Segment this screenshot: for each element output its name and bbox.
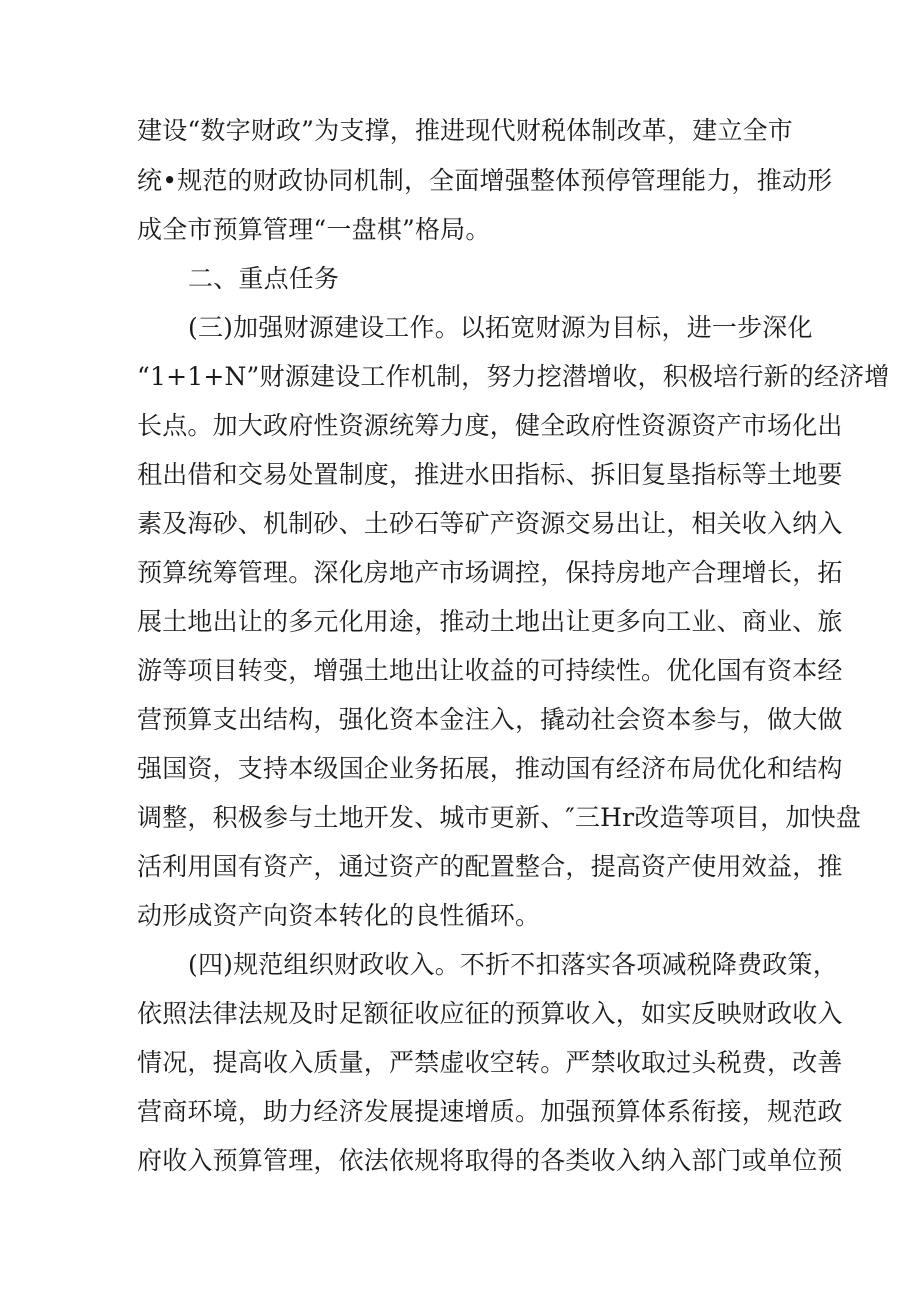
paragraph-line: 统•规范的财政协同机制，全面增强整体预停管理能力，推动形 <box>137 166 833 195</box>
paragraph-line: 展土地出让的多元化用途，推动土地出让更多向工业、商业、旅 <box>137 607 843 636</box>
paragraph-line: 营预算支出结构，强化资本金注入，撬动社会资本参与，做大做 <box>137 705 843 734</box>
paragraph-line: 府收入预算管理，依法依规将取得的各类收入纳入部门或单位预 <box>137 1146 843 1175</box>
subsection-heading-line: (四)规范组织财政收入。不折不扣落实各项减税降费政策， <box>188 950 838 979</box>
paragraph-line: 租出借和交易处置制度，推进水田指标、拆旧复垦指标等土地要 <box>137 460 843 489</box>
paragraph-line: 动形成资产向资本转化的良性循环。 <box>137 901 541 930</box>
paragraph-line: 强国资，支持本级国企业务拓展，推动国有经济布局优化和结构 <box>137 754 843 783</box>
paragraph-line: 建设“数字财政”为支撑，推进现代财税体制改革，建立全市 <box>137 116 793 145</box>
paragraph-line: 游等项目转变，增强土地出让收益的可持续性。优化国有资本经 <box>137 656 843 685</box>
paragraph-line: 长点。加大政府性资源统筹力度，健全政府性资源资产市场化出 <box>137 411 843 440</box>
paragraph-line: 预算统筹管理。深化房地产市场调控，保持房地产合理增长，拓 <box>137 558 843 587</box>
paragraph-line: 素及海砂、机制砂、土砂石等矿产资源交易出让，相关收入纳入 <box>137 509 843 538</box>
paragraph-line: 依照法律法规及时足额征收应征的预算收入，如实反映财政收入 <box>137 999 843 1028</box>
paragraph-line: 营商环境，助力经济发展提速增质。加强预算体系衔接，规范政 <box>137 1097 843 1126</box>
section-heading: 二、重点任务 <box>188 264 340 293</box>
paragraph-line: “1+1+N”财源建设工作机制，努力挖潜增收，积极培行新的经济增 <box>137 362 890 391</box>
paragraph-line: 成全市预算管理“一盘棋”格局。 <box>137 215 491 244</box>
paragraph-line: 调整，积极参与土地开发、城市更新、″三Hr改造等项目，加快盘 <box>137 803 862 832</box>
paragraph-line: 活利用国有资产，通过资产的配置整合，提高资产使用效益，推 <box>137 852 843 881</box>
paragraph-line: 情况，提高收入质量，严禁虚收空转。严禁收取过头税费，改善 <box>137 1048 843 1077</box>
subsection-heading-line: (三)加强财源建设工作。以拓宽财源为目标，进一步深化 <box>188 313 813 342</box>
